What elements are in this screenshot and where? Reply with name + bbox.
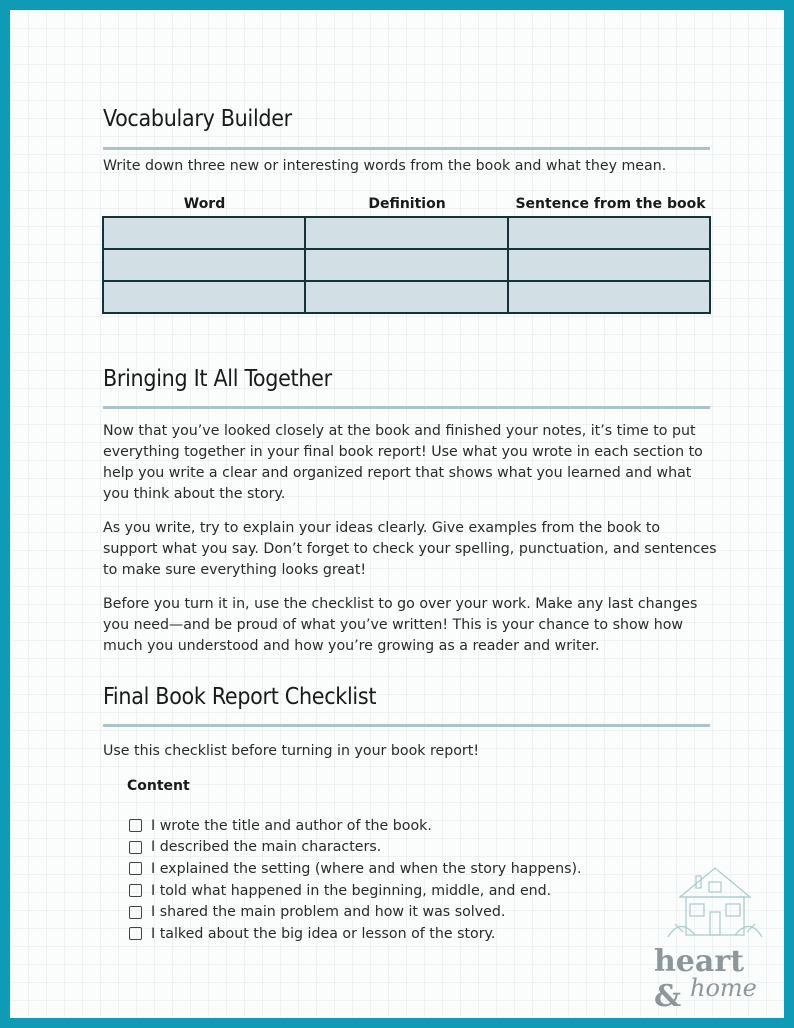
cell[interactable] xyxy=(305,249,507,281)
together-heading: Bringing It All Together xyxy=(103,366,332,392)
vocab-intro: Write down three new or interesting words from the book and what they mean. xyxy=(103,158,667,174)
cell[interactable] xyxy=(305,281,507,313)
checkbox[interactable] xyxy=(129,862,142,875)
cell[interactable] xyxy=(508,249,710,281)
heart-and-home-logo: heart & home xyxy=(650,862,780,1012)
checklist xyxy=(129,815,582,945)
checklist-item: I described the main characters. xyxy=(129,837,582,859)
vocab-table xyxy=(102,216,711,314)
checkbox[interactable] xyxy=(129,884,142,897)
checklist-intro: Use this checklist before turning in your book report! xyxy=(103,743,480,759)
checkbox[interactable] xyxy=(129,906,142,919)
checklist-item: I wrote the title and author of the book. xyxy=(129,815,582,837)
cell[interactable] xyxy=(508,281,710,313)
col-header-definition: Definition xyxy=(368,196,446,212)
paragraph: Now that you’ve looked closely at the book and finished your notes, it’s time to put everything together in your final book report! Use what you wrote in each section to help you write a clear and organized report that shows what you learned and what you think about the story. xyxy=(103,423,703,502)
cell[interactable] xyxy=(103,217,305,249)
house-icon xyxy=(650,862,780,947)
table-row xyxy=(103,249,710,281)
checkbox[interactable] xyxy=(129,927,142,940)
table-row xyxy=(103,217,710,249)
checklist-item: I explained the setting (where and when the story happens). xyxy=(129,858,582,880)
checklist-item: I told what happened in the beginning, middle, and end. xyxy=(129,880,582,902)
cell[interactable] xyxy=(103,249,305,281)
checklist-subheading: Content xyxy=(127,778,190,794)
cell[interactable] xyxy=(103,281,305,313)
paragraph: Before you turn it in, use the checklist to go over your work. Make any last changes you need—and be proud of what you’ve written! This is your chance to show how much you understood and how you’re growing as a reader and writer. xyxy=(103,596,698,654)
cell[interactable] xyxy=(508,217,710,249)
cell[interactable] xyxy=(305,217,507,249)
col-header-sentence: Sentence from the book xyxy=(515,196,706,212)
checklist-item: I shared the main problem and how it was solved. xyxy=(129,901,582,923)
checkbox[interactable] xyxy=(129,841,142,854)
divider xyxy=(103,406,710,409)
table-row xyxy=(103,281,710,313)
col-header-word: Word xyxy=(183,196,226,212)
divider xyxy=(103,147,710,150)
checkbox[interactable] xyxy=(129,819,142,832)
checklist-item: I talked about the big idea or lesson of the story. xyxy=(129,923,582,945)
vocab-heading: Vocabulary Builder xyxy=(103,106,292,132)
paragraph: As you write, try to explain your ideas clearly. Give examples from the book to support what you say. Don’t forget to check your spelling, punctuation, and sentences to make sure everything looks great! xyxy=(103,520,717,578)
checklist-heading: Final Book Report Checklist xyxy=(103,684,377,710)
divider xyxy=(103,724,710,727)
